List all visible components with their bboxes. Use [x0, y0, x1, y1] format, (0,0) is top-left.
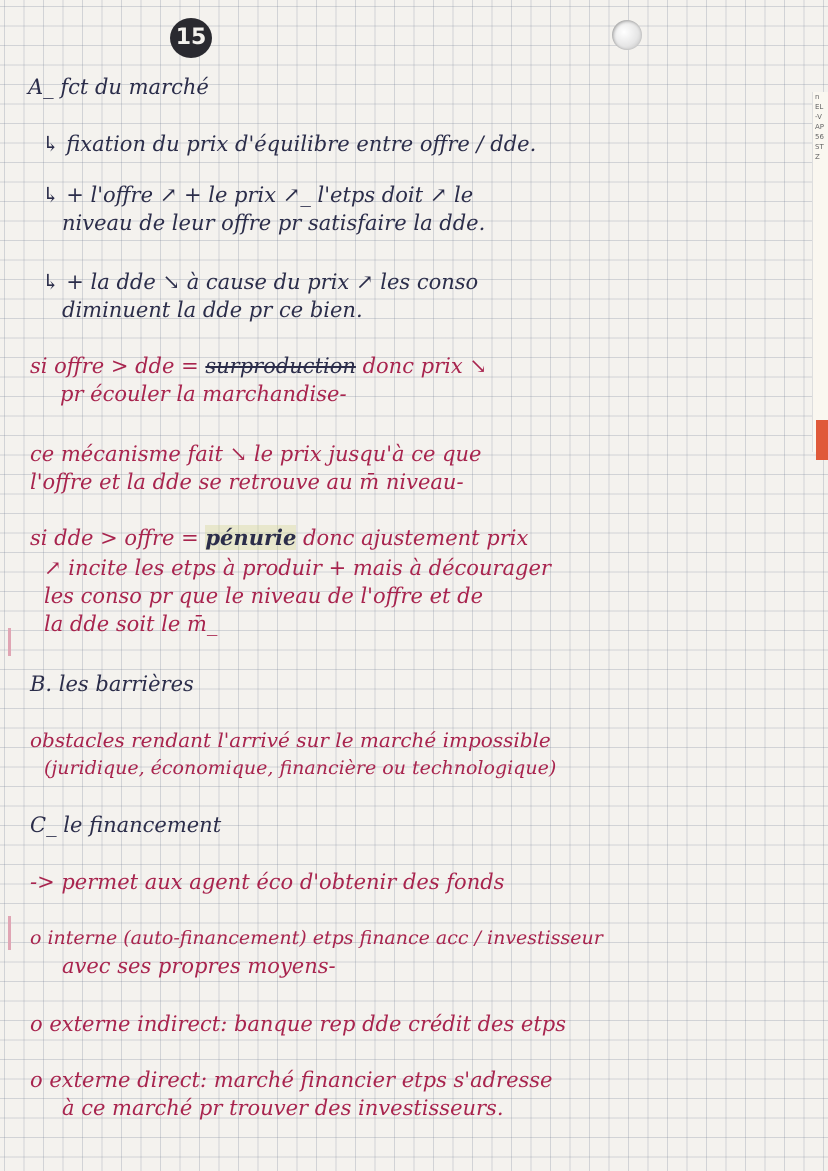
note-line: o externe indirect: banque rep dde crédit des etps — [30, 1012, 566, 1036]
edge-label: ST — [815, 143, 824, 151]
punch-hole — [612, 20, 642, 50]
note-line: ↳ fixation du prix d'équilibre entre offre / dde. — [42, 132, 537, 156]
edge-label: EL — [815, 103, 824, 111]
edge-label: AP — [815, 123, 825, 131]
note-line: ↳ + la dde ↘ à cause du prix ↗ les conso — [42, 270, 479, 294]
note-line: o externe direct: marché financier etps s'adresse — [30, 1068, 553, 1092]
note-line: les conso pr que le niveau de l'offre et de — [44, 584, 484, 608]
note-line: diminuent la dde pr ce bien. — [62, 298, 363, 322]
surproduction-term: surproduction — [205, 354, 356, 378]
note-line: pr écouler la marchandise- — [60, 382, 347, 406]
note-line: l'offre et la dde se retrouve au m̄ niveau- — [30, 470, 464, 494]
note-line: ↳ + l'offre ↗ + le prix ↗_ l'etps doit ↗ le — [42, 183, 474, 207]
note-segment: donc ajustement prix — [296, 526, 529, 550]
note-line: -> permet aux agent éco d'obtenir des fonds — [30, 870, 505, 894]
edge-label: n — [815, 93, 820, 101]
page-number: 15 — [170, 18, 212, 58]
adjacent-page-tab — [816, 420, 828, 460]
edge-label: Z — [815, 153, 820, 161]
heading-b: B. les barrières — [30, 672, 194, 696]
heading-a: A_ fct du marché — [28, 75, 209, 99]
margin-mark — [8, 628, 11, 656]
note-line: obstacles rendant l'arrivé sur le marché impossible — [30, 728, 551, 752]
margin-mark — [8, 916, 11, 950]
note-line: niveau de leur offre pr satisfaire la dde. — [62, 211, 486, 235]
note-line: ↗ incite les etps à produir + mais à décourager — [44, 556, 551, 580]
note-segment: donc prix ↘ — [355, 354, 487, 378]
penurie-term: pénurie — [205, 525, 297, 550]
adjacent-page-edge — [812, 92, 828, 452]
edge-label: 56 — [815, 133, 824, 141]
note-line: avec ses propres moyens- — [62, 954, 336, 978]
note-line: ce mécanisme fait ↘ le prix jusqu'à ce que — [30, 442, 482, 466]
note-segment: si dde > offre = — [30, 526, 206, 550]
note-line: la dde soit le m̄_ — [44, 612, 218, 636]
note-line: à ce marché pr trouver des investisseurs. — [62, 1096, 504, 1120]
edge-label: -V — [815, 113, 822, 121]
note-line-surproduction — [30, 352, 487, 380]
note-line-penurie — [30, 524, 528, 552]
note-line: (juridique, économique, financière ou technologique) — [44, 757, 557, 779]
note-segment: si offre > dde = — [30, 354, 206, 378]
note-line: o interne (auto-financement) etps finance acc / investisseur — [30, 927, 603, 949]
heading-c: C_ le financement — [30, 813, 222, 837]
